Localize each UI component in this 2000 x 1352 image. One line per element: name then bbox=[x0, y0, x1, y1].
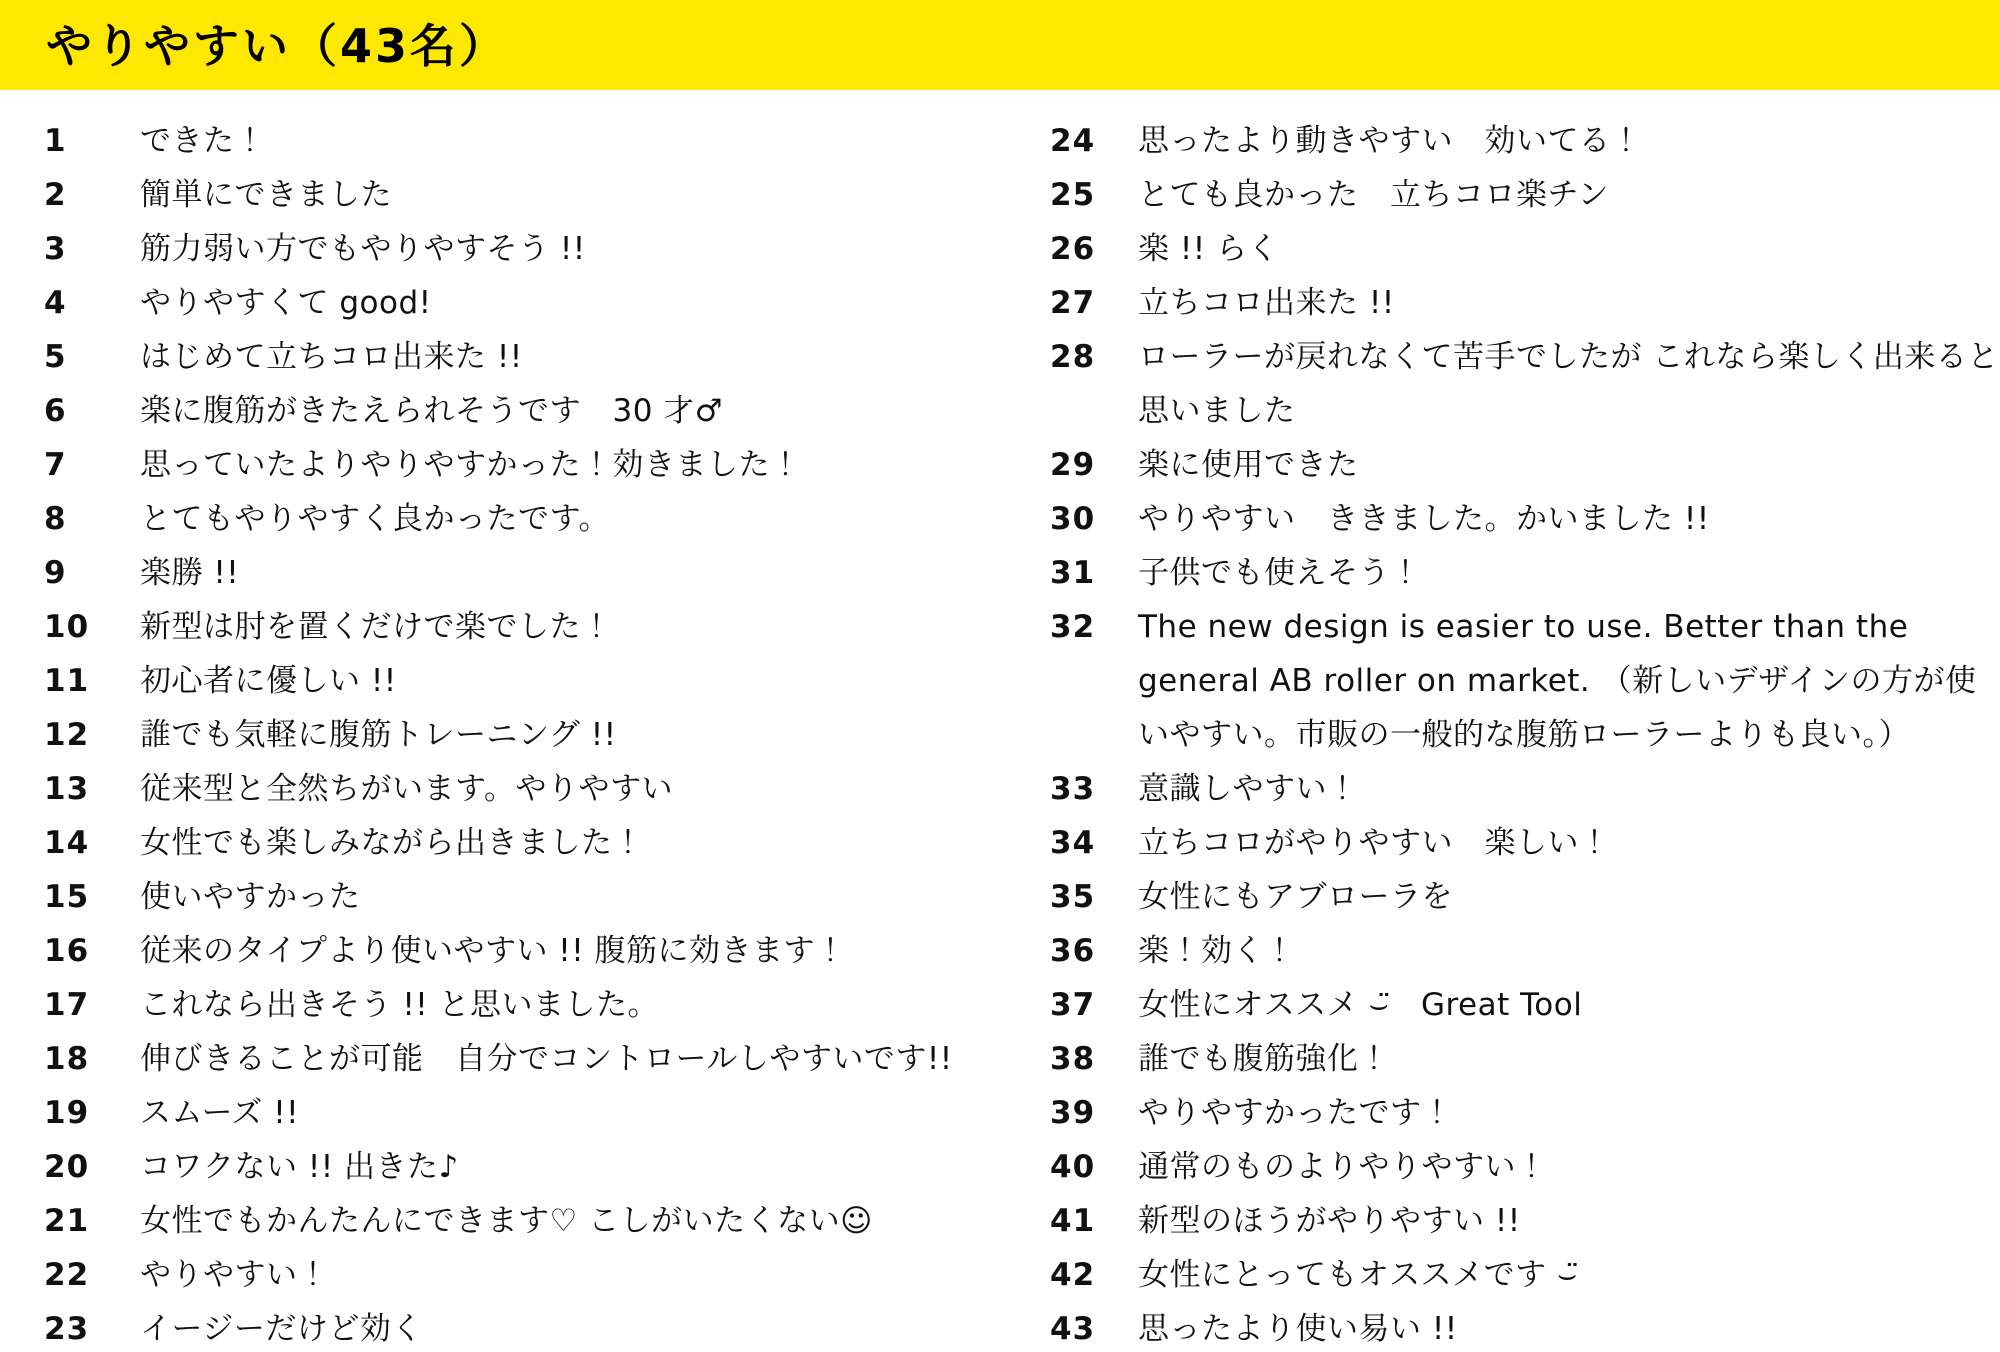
item-number: 5 bbox=[44, 339, 67, 375]
list-item bbox=[1050, 276, 2000, 330]
list-item bbox=[44, 276, 1034, 330]
comment-column-right bbox=[1050, 114, 2000, 1352]
item-text: 楽に使用できた bbox=[1138, 447, 1359, 483]
list-item bbox=[1050, 168, 2000, 222]
item-text: 初心者に優しい !! bbox=[140, 663, 397, 699]
item-text: 従来型と全然ちがいます。やりやすい bbox=[140, 771, 674, 807]
item-text: 女性にとってもオススメです ⌣̈ bbox=[1138, 1257, 1578, 1293]
list-item bbox=[44, 654, 1034, 708]
item-number: 6 bbox=[44, 393, 67, 429]
item-number: 29 bbox=[1050, 447, 1096, 483]
list-item bbox=[44, 438, 1034, 492]
item-text: これなら出きそう !! と思いました。 bbox=[140, 987, 660, 1023]
list-item bbox=[44, 492, 1034, 546]
list-item bbox=[44, 330, 1034, 384]
item-text: 楽 !! らく bbox=[1138, 231, 1280, 267]
item-number: 37 bbox=[1050, 987, 1096, 1023]
list-item bbox=[1050, 870, 2000, 924]
item-number: 9 bbox=[44, 555, 67, 591]
list-item bbox=[1050, 1140, 2000, 1194]
list-item bbox=[1050, 438, 2000, 492]
item-number: 10 bbox=[44, 609, 90, 645]
list-item bbox=[1050, 546, 2000, 600]
item-number: 25 bbox=[1050, 177, 1096, 213]
item-text: 楽に腹筋がきたえられそうです 30 才♂ bbox=[140, 393, 724, 429]
list-item bbox=[1050, 762, 2000, 816]
item-number: 12 bbox=[44, 717, 90, 753]
item-text: やりやすかったです！ bbox=[1138, 1095, 1453, 1131]
list-item bbox=[1050, 222, 2000, 276]
item-number: 34 bbox=[1050, 825, 1096, 861]
item-text: 楽！効く！ bbox=[1138, 933, 1296, 969]
item-number: 16 bbox=[44, 933, 90, 969]
item-text: 使いやすかった bbox=[140, 879, 361, 915]
item-text: 新型のほうがやりやすい !! bbox=[1138, 1203, 1521, 1239]
list-item bbox=[44, 708, 1034, 762]
list-item bbox=[44, 1086, 1034, 1140]
list-item bbox=[44, 1194, 1034, 1248]
item-text: 楽勝 !! bbox=[140, 555, 240, 591]
item-text: とても良かった 立ちコロ楽チン bbox=[1138, 177, 1609, 213]
item-number: 4 bbox=[44, 285, 67, 321]
page-title: やりやすい（43名） bbox=[46, 19, 509, 73]
item-text: 立ちコロ出来た !! bbox=[1138, 285, 1395, 321]
list-item bbox=[44, 1140, 1034, 1194]
item-number: 24 bbox=[1050, 123, 1096, 159]
item-text: はじめて立ちコロ出来た !! bbox=[140, 339, 523, 375]
item-text: 女性でもかんたんにできます♡ こしがいたくない☺ bbox=[140, 1203, 873, 1239]
item-text: 思ったより動きやすい 効いてる！ bbox=[1138, 123, 1642, 159]
item-text: 女性でも楽しみながら出きました！ bbox=[140, 825, 644, 861]
item-number: 19 bbox=[44, 1095, 90, 1131]
item-number: 35 bbox=[1050, 879, 1096, 915]
item-number: 28 bbox=[1050, 339, 1096, 375]
item-text: 意識しやすい！ bbox=[1138, 771, 1359, 807]
item-number: 13 bbox=[44, 771, 90, 807]
list-item bbox=[44, 1248, 1034, 1302]
item-text: 誰でも気軽に腹筋トレーニング !! bbox=[140, 717, 617, 753]
list-item bbox=[1050, 1086, 2000, 1140]
item-text: スムーズ !! bbox=[140, 1095, 300, 1131]
list-item bbox=[1050, 816, 2000, 870]
item-number: 11 bbox=[44, 663, 90, 699]
item-text: 女性にオススメ ⌣̈ Great Tool bbox=[1138, 987, 1583, 1023]
list-item bbox=[44, 1032, 1034, 1086]
item-text: イージーだけど効く bbox=[140, 1311, 423, 1347]
list-item bbox=[1050, 600, 2000, 762]
comment-column-left bbox=[44, 114, 1034, 1352]
item-text: やりやすくて good! bbox=[140, 285, 432, 321]
item-number: 43 bbox=[1050, 1311, 1096, 1347]
list-item bbox=[1050, 330, 2000, 438]
item-number: 1 bbox=[44, 123, 67, 159]
item-text: 女性にもアブローラを bbox=[1138, 879, 1453, 915]
list-item bbox=[44, 816, 1034, 870]
item-text: やりやすい！ bbox=[140, 1257, 329, 1293]
item-number: 17 bbox=[44, 987, 90, 1023]
item-number: 36 bbox=[1050, 933, 1096, 969]
item-text: ローラーが戻れなくて苦手でしたが これなら楽しく出来ると思いました bbox=[1138, 339, 1999, 429]
item-text: 立ちコロがやりやすい 楽しい！ bbox=[1138, 825, 1611, 861]
list-item bbox=[1050, 492, 2000, 546]
item-number: 42 bbox=[1050, 1257, 1096, 1293]
item-text: 思ったより使い易い !! bbox=[1138, 1311, 1458, 1347]
list-item bbox=[44, 222, 1034, 276]
item-number: 38 bbox=[1050, 1041, 1096, 1077]
item-text: 誰でも腹筋強化！ bbox=[1138, 1041, 1390, 1077]
list-item bbox=[44, 384, 1034, 438]
item-text: The new design is easier to use. Better than the general AB roller on market. （新しいデザインの方が使いやすい。市販の一般的な腹筋ローラーよりも良い。） bbox=[1138, 609, 1977, 753]
item-text: 筋力弱い方でもやりやすそう !! bbox=[140, 231, 586, 267]
item-text: 子供でも使えそう！ bbox=[1138, 555, 1422, 591]
item-number: 27 bbox=[1050, 285, 1096, 321]
item-number: 26 bbox=[1050, 231, 1096, 267]
item-text: コワクない !! 出きた♪ bbox=[140, 1149, 459, 1185]
header-bar bbox=[0, 0, 2000, 90]
list-item bbox=[44, 924, 1034, 978]
item-number: 41 bbox=[1050, 1203, 1096, 1239]
item-text: 伸びきることが可能 自分でコントロールしやすいです!! bbox=[140, 1041, 953, 1077]
item-text: 思っていたよりやりやすかった！効きました！ bbox=[140, 447, 802, 483]
list-item bbox=[44, 762, 1034, 816]
item-number: 33 bbox=[1050, 771, 1096, 807]
item-number: 31 bbox=[1050, 555, 1096, 591]
item-number: 22 bbox=[44, 1257, 90, 1293]
item-number: 2 bbox=[44, 177, 67, 213]
list-item bbox=[44, 1302, 1034, 1352]
item-text: 従来のタイプより使いやすい !! 腹筋に効きます！ bbox=[140, 933, 847, 969]
item-number: 39 bbox=[1050, 1095, 1096, 1131]
list-item bbox=[44, 546, 1034, 600]
item-number: 20 bbox=[44, 1149, 90, 1185]
list-item bbox=[1050, 1248, 2000, 1302]
item-number: 23 bbox=[44, 1311, 90, 1347]
list-item bbox=[1050, 114, 2000, 168]
item-number: 8 bbox=[44, 501, 67, 537]
item-number: 14 bbox=[44, 825, 90, 861]
list-item bbox=[44, 168, 1034, 222]
item-number: 30 bbox=[1050, 501, 1096, 537]
item-text: できた！ bbox=[140, 123, 266, 159]
item-text: やりやすい ききました。かいました !! bbox=[1138, 501, 1710, 537]
list-item bbox=[1050, 1302, 2000, 1352]
item-text: とてもやりやすく良かったです。 bbox=[140, 501, 611, 537]
list-item bbox=[1050, 978, 2000, 1032]
item-number: 40 bbox=[1050, 1149, 1096, 1185]
item-number: 32 bbox=[1050, 609, 1096, 645]
item-number: 15 bbox=[44, 879, 90, 915]
list-item bbox=[1050, 1032, 2000, 1086]
item-number: 18 bbox=[44, 1041, 90, 1077]
item-text: 新型は肘を置くだけで楽でした！ bbox=[140, 609, 613, 645]
list-item bbox=[1050, 1194, 2000, 1248]
item-text: 簡単にできました bbox=[140, 177, 392, 213]
list-item bbox=[44, 600, 1034, 654]
item-number: 7 bbox=[44, 447, 67, 483]
comment-columns bbox=[0, 90, 2000, 1352]
list-item bbox=[44, 978, 1034, 1032]
item-number: 3 bbox=[44, 231, 67, 267]
list-item bbox=[1050, 924, 2000, 978]
list-item bbox=[44, 114, 1034, 168]
list-item bbox=[44, 870, 1034, 924]
item-number: 21 bbox=[44, 1203, 90, 1239]
item-text: 通常のものよりやりやすい！ bbox=[1138, 1149, 1548, 1185]
